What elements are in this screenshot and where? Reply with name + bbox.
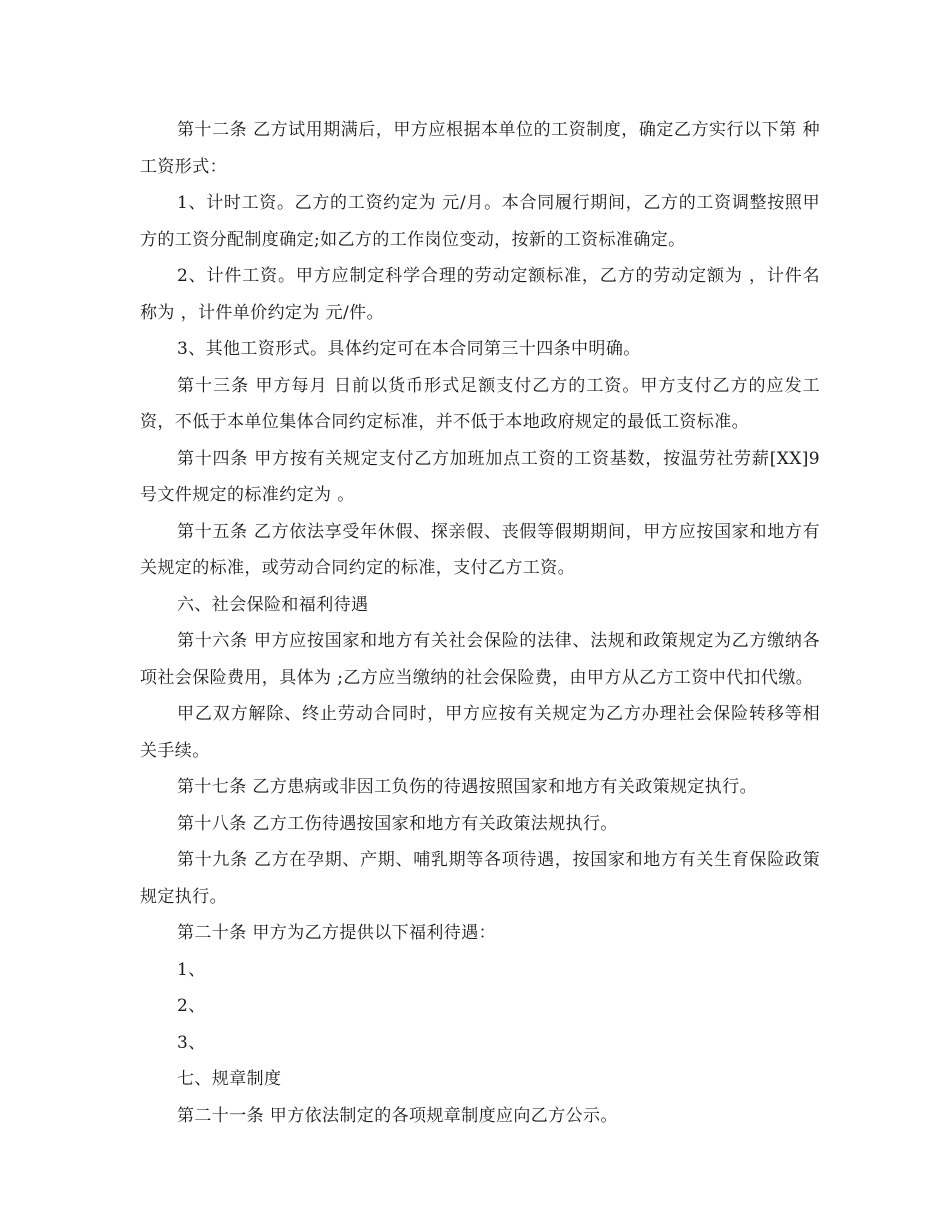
clause-18: 第十八条 乙方工伤待遇按国家和地方有关政策法规执行。 <box>177 813 618 834</box>
wage-form-1-hourly: 1、计时工资。乙方的工资约定为 元/月。本合同履行期间，乙方的工资调整按照甲方的工资分配制度确定;如乙方的工作岗位变动，按新的工资标准确定。 <box>140 193 820 250</box>
clause-13: 第十三条 甲方每月 日前以货币形式足额支付乙方的工资。甲方支付乙方的应发工资，不低于本单位集体合同约定标准，并不低于本地政府规定的最低工资标准。 <box>140 375 820 432</box>
clause-14: 第十四条 甲方按有关规定支付乙方加班加点工资的工资基数，按温劳社劳薪[XX]9号文件规定的标准约定为 。 <box>140 448 820 505</box>
clause-12: 第十二条 乙方试用期满后，甲方应根据本单位的工资制度，确定乙方实行以下第 种工资形式： <box>140 120 820 177</box>
clause-21: 第二十一条 甲方依法制定的各项规章制度应向乙方公示。 <box>177 1105 618 1126</box>
clause-16-supplement: 甲乙双方解除、终止劳动合同时，甲方应按有关规定为乙方办理社会保险转移等相关手续。 <box>140 704 820 761</box>
wage-form-2-piecework: 2、计件工资。甲方应制定科学合理的劳动定额标准，乙方的劳动定额为 ，计件名称为 ，计件单价约定为 元/件。 <box>140 266 820 323</box>
clause-19: 第十九条 乙方在孕期、产期、哺乳期等各项待遇，按国家和地方有关生育保险政策规定执行。 <box>140 850 820 907</box>
wage-form-3-other: 3、其他工资形式。具体约定可在本合同第三十四条中明确。 <box>177 339 641 359</box>
clause-17: 第十七条 乙方患病或非因工负伤的待遇按照国家和地方有关政策规定执行。 <box>177 777 758 797</box>
clause-15: 第十五条 乙方依法享受年休假、探亲假、丧假等假期期间，甲方应按国家和地方有关规定的标准，或劳动合同约定的标准，支付乙方工资。 <box>140 521 820 578</box>
clause-20: 第二十条 甲方为乙方提供以下福利待遇： <box>177 923 497 943</box>
document-body <box>140 112 820 1134</box>
benefit-item-3: 3、 <box>177 1032 206 1053</box>
clause-16: 第十六条 甲方应按国家和地方有关社会保险的法律、法规和政策规定为乙方缴纳各项社会保险费用，具体为 ;乙方应当缴纳的社会保险费，由甲方从乙方工资中代扣代缴。 <box>140 631 820 688</box>
benefit-item-1: 1、 <box>177 959 206 980</box>
section-6-heading: 六、社会保险和福利待遇 <box>177 594 369 615</box>
section-7-heading: 七、规章制度 <box>177 1069 282 1089</box>
benefit-item-2: 2、 <box>177 996 206 1016</box>
